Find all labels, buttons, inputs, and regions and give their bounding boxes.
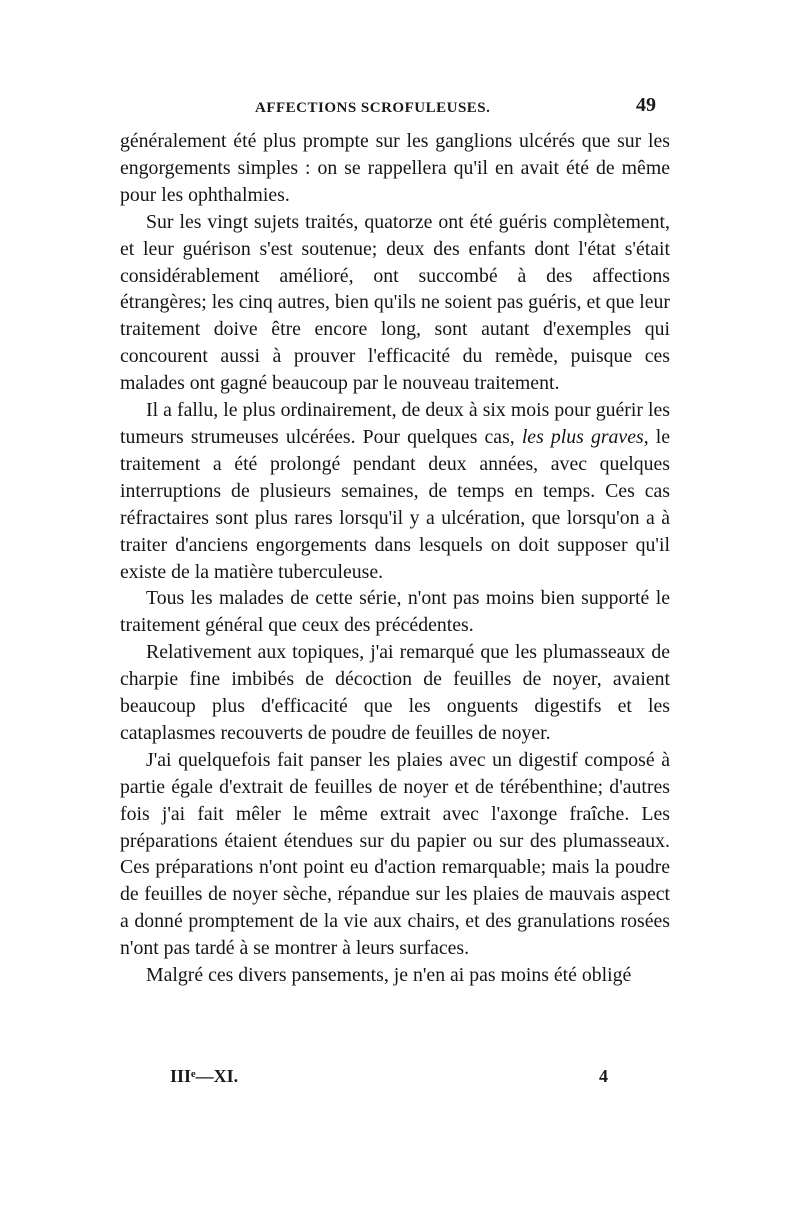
signature-mark: IIIᵉ—XI. — [170, 1066, 239, 1086]
page-footer — [170, 1066, 620, 1092]
paragraph-3-text-start: Il a fallu, le plus ordinairement, de deux à six mois pour guérir les tumeurs strumeuses ulcérées. Pour quelques cas, — [120, 399, 670, 448]
paragraph-1: généralement été plus prompte sur les ganglions ulcérés que sur les engorgements simples : on se rappellera qu'il en avait été de même pour les ophthalmies. — [120, 130, 670, 206]
paragraph-2: Sur les vingt sujets traités, quatorze ont été guéris complètement, et leur guérison s'est soutenue; deux des enfants dont l'état s'était considérablement amélioré, ont succombé à des affections étrangères; les cinq autres, bien qu'ils ne soient pas guéris, et que leur traitement doive être encore long, sont autant d'exemples qui concourent aussi à prouver l'efficacité du remède, puisque ces malades ont gagné beaucoup par le nouveau traitement. — [120, 210, 670, 395]
running-title: AFFECTIONS SCROFULEUSES. — [255, 100, 491, 116]
paragraph-3 — [120, 397, 670, 585]
signature-number: 4 — [599, 1066, 608, 1086]
paragraph-6: J'ai quelquefois fait panser les plaies avec un digestif composé à partie égale d'extrait de feuilles de noyer et de térébenthine; d'autres fois j'ai fait mêler le même extrait avec l'axonge fraîche. Les préparations étaient étendues sur du papier ou sur des plumasseaux. Ces préparations n'ont point eu d'action remarquable; mais la poudre de feuilles de noyer sèche, répandue sur les plaies de mauvais aspect a donné promptement de la vie aux chairs, et des granulations rosées n'ont pas tardé à se montrer à leurs surfaces. — [120, 748, 670, 960]
page-header — [120, 94, 660, 124]
paragraph-5: Relativement aux topiques, j'ai remarqué que les plumasseaux de charpie fine imbibés de décoction de feuilles de noyer, avaient beaucoup plus d'efficacité que les onguents digestifs et les cataplasmes recouverts de poudre de feuilles de noyer. — [120, 641, 670, 744]
body-text — [120, 128, 670, 989]
paragraph-4: Tous les malades de cette série, n'ont pas moins bien supporté le traitement général que ceux des précédentes. — [120, 587, 670, 637]
paragraph-3-text-end: , le traitement a été prolongé pendant deux années, avec quelques interruptions de plusieurs semaines, de temps en temps. Ces cas réfractaires sont plus rares lorsqu'il y a ulcération, que lorsqu'on a à traiter d'anciens engorgements dans lesquels on doit supposer qu'il existe de la matière tuberculeuse. — [120, 425, 670, 583]
page-number: 49 — [636, 94, 656, 116]
paragraph-7: Malgré ces divers pansements, je n'en ai pas moins été obligé — [146, 964, 632, 987]
italic-emphasis: les plus graves — [521, 425, 644, 448]
